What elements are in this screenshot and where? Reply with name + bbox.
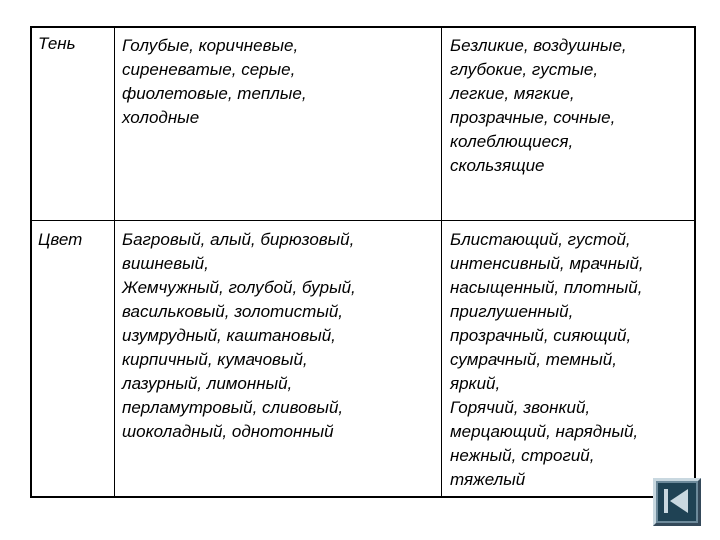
text-line: сиреневатые, серые,	[122, 60, 296, 79]
text-line: мерцающий, нарядный,	[450, 422, 639, 441]
row-label-color: Цвет	[38, 230, 83, 249]
text-line: вишневый,	[122, 254, 209, 273]
row-divider	[32, 220, 694, 221]
text-line: васильковый, золотистый,	[122, 302, 343, 321]
text-line: нежный, строгий,	[450, 446, 595, 465]
text-line: Блистающий, густой,	[450, 230, 631, 249]
shadow-color-words	[122, 34, 307, 130]
text-line: колеблющиеся,	[450, 132, 574, 151]
text-line: глубокие, густые,	[450, 60, 599, 79]
color-name-words	[122, 228, 356, 444]
column-divider-2	[441, 28, 442, 496]
text-line: шоколадный, однотонный	[122, 422, 334, 441]
first-slide-button[interactable]	[653, 478, 701, 526]
adjectives-table	[30, 26, 696, 498]
text-line: интенсивный, мрачный,	[450, 254, 644, 273]
text-line: скользящие	[450, 156, 545, 175]
text-line: лазурный, лимонный,	[122, 374, 293, 393]
text-line: насыщенный, плотный,	[450, 278, 643, 297]
text-line: изумрудный, каштановый,	[122, 326, 336, 345]
text-line: сумрачный, темный,	[450, 350, 617, 369]
shadow-quality-words	[450, 34, 627, 178]
text-line: приглушенный,	[450, 302, 574, 321]
arrow-glyph	[670, 489, 688, 513]
bar-glyph	[664, 489, 668, 513]
color-quality-words	[450, 228, 644, 492]
text-line: легкие, мягкие,	[450, 84, 575, 103]
text-line: прозрачные, сочные,	[450, 108, 616, 127]
button-face	[658, 483, 696, 521]
text-line: Багровый, алый, бирюзовый,	[122, 230, 355, 249]
text-line: фиолетовые, теплые,	[122, 84, 307, 103]
text-line: кирпичный, кумачовый,	[122, 350, 308, 369]
text-line: перламутровый, сливовый,	[122, 398, 344, 417]
text-line: яркий,	[450, 374, 501, 393]
first-slide-icon	[658, 483, 694, 519]
text-line: тяжелый	[450, 470, 526, 489]
text-line: Безликие, воздушные,	[450, 36, 627, 55]
text-line: Голубые, коричневые,	[122, 36, 299, 55]
text-line: холодные	[122, 108, 200, 127]
row-label-shadow: Тень	[38, 34, 76, 53]
text-line: Жемчужный, голубой, бурый,	[122, 278, 356, 297]
text-line: прозрачный, сияющий,	[450, 326, 632, 345]
text-line: Горячий, звонкий,	[450, 398, 591, 417]
column-divider-1	[114, 28, 115, 496]
